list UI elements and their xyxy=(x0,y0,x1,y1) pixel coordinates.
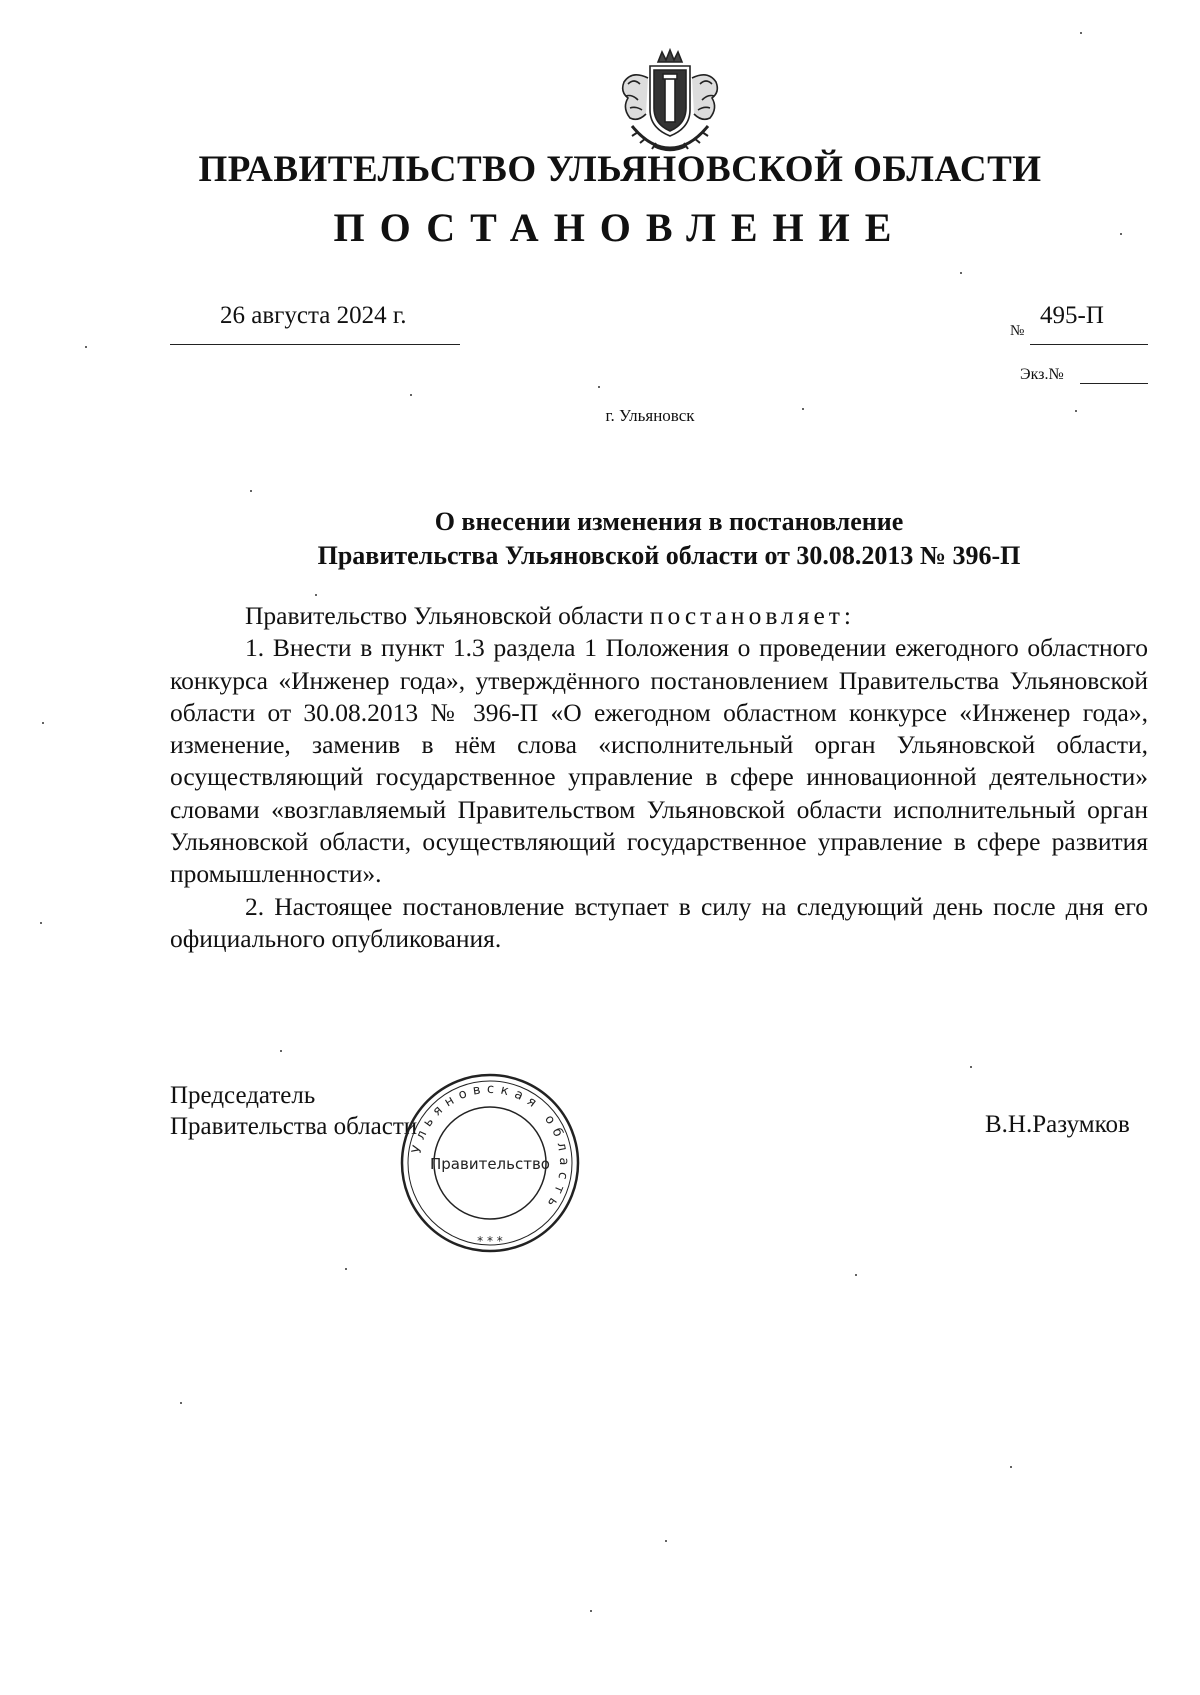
intro-verb: постановляет: xyxy=(649,601,856,630)
document-date: 26 августа 2024 г. xyxy=(220,302,407,329)
document-body xyxy=(170,600,1148,955)
scan-speck xyxy=(315,594,317,596)
scan-speck xyxy=(970,1066,972,1068)
scan-speck xyxy=(1010,1466,1012,1468)
scan-speck xyxy=(42,722,44,724)
svg-text:* * *: * * * xyxy=(477,1234,503,1248)
copy-number-underline xyxy=(1080,383,1148,384)
scan-speck xyxy=(85,346,87,348)
body-item-1: 1. Внести в пункт 1.3 раздела 1 Положения о проведении ежегодного областного конкурса «Инженер года», утверждённого постановлением Правительства Ульяновской области от 30.08.2013 № 396-П «О ежегодном областном конкурсе «Инженер года», изменение, заменив в нём слова «исполнительный орган Ульяновской области, осуществляющий государственное управление в сфере инновационной деятельности» словами «возглавляемый Правительством Ульяновской области исполнительный орган Ульяновской области, осуществляющий государственное управление в сфере развития промышленности». xyxy=(170,633,1148,889)
number-underline xyxy=(1030,344,1148,345)
scan-speck xyxy=(280,1050,282,1052)
body-item-2: 2. Настоящее постановление вступает в силу на следующий день после дня его официального опубликования. xyxy=(170,891,1148,953)
official-seal-stamp xyxy=(395,1068,585,1258)
document-type-heading: ПОСТАНОВЛЕНИЕ xyxy=(333,205,907,250)
svg-text:Ульяновская область xyxy=(409,1082,571,1215)
scan-speck xyxy=(410,394,412,396)
seal-center-text: Правительство xyxy=(430,1155,550,1173)
body-intro xyxy=(170,600,1148,632)
scan-speck xyxy=(960,272,962,274)
copy-number-label: Экз.№ xyxy=(1020,366,1064,383)
signatory-name: В.Н.Разумков xyxy=(985,1111,1130,1138)
scan-speck xyxy=(855,1274,857,1276)
intro-prefix: Правительство Ульяновской области xyxy=(245,601,644,630)
scan-speck xyxy=(802,408,804,410)
organization-title: ПРАВИТЕЛЬСТВО УЛЬЯНОВСКОЙ ОБЛАСТИ xyxy=(198,149,1042,190)
document-subject xyxy=(180,505,1158,573)
subject-line-2: Правительства Ульяновской области от 30.08.2013 № 396-П xyxy=(317,541,1021,570)
scan-speck xyxy=(1075,410,1077,412)
seal-ring-text: Ульяновская область xyxy=(409,1081,572,1215)
scan-speck xyxy=(250,490,252,492)
city-label: г. Ульяновск xyxy=(605,406,695,425)
scan-speck xyxy=(598,386,600,388)
scan-speck xyxy=(1120,233,1122,235)
scan-speck xyxy=(590,1610,592,1612)
document-number: 495-П xyxy=(1040,302,1104,329)
scan-speck xyxy=(345,1268,347,1270)
coat-of-arms-emblem xyxy=(610,48,730,156)
scan-speck xyxy=(665,1540,667,1542)
signatory-title xyxy=(170,1080,417,1142)
signatory-title-line-1: Председатель xyxy=(170,1082,316,1109)
scan-speck xyxy=(1080,32,1082,34)
subject-line-1: О внесении изменения в постановление xyxy=(434,507,904,536)
scan-speck xyxy=(180,1402,182,1404)
date-underline xyxy=(170,344,460,345)
number-sign: № xyxy=(1010,323,1025,339)
scan-speck xyxy=(40,922,42,924)
signatory-title-line-2: Правительства области xyxy=(170,1113,418,1140)
